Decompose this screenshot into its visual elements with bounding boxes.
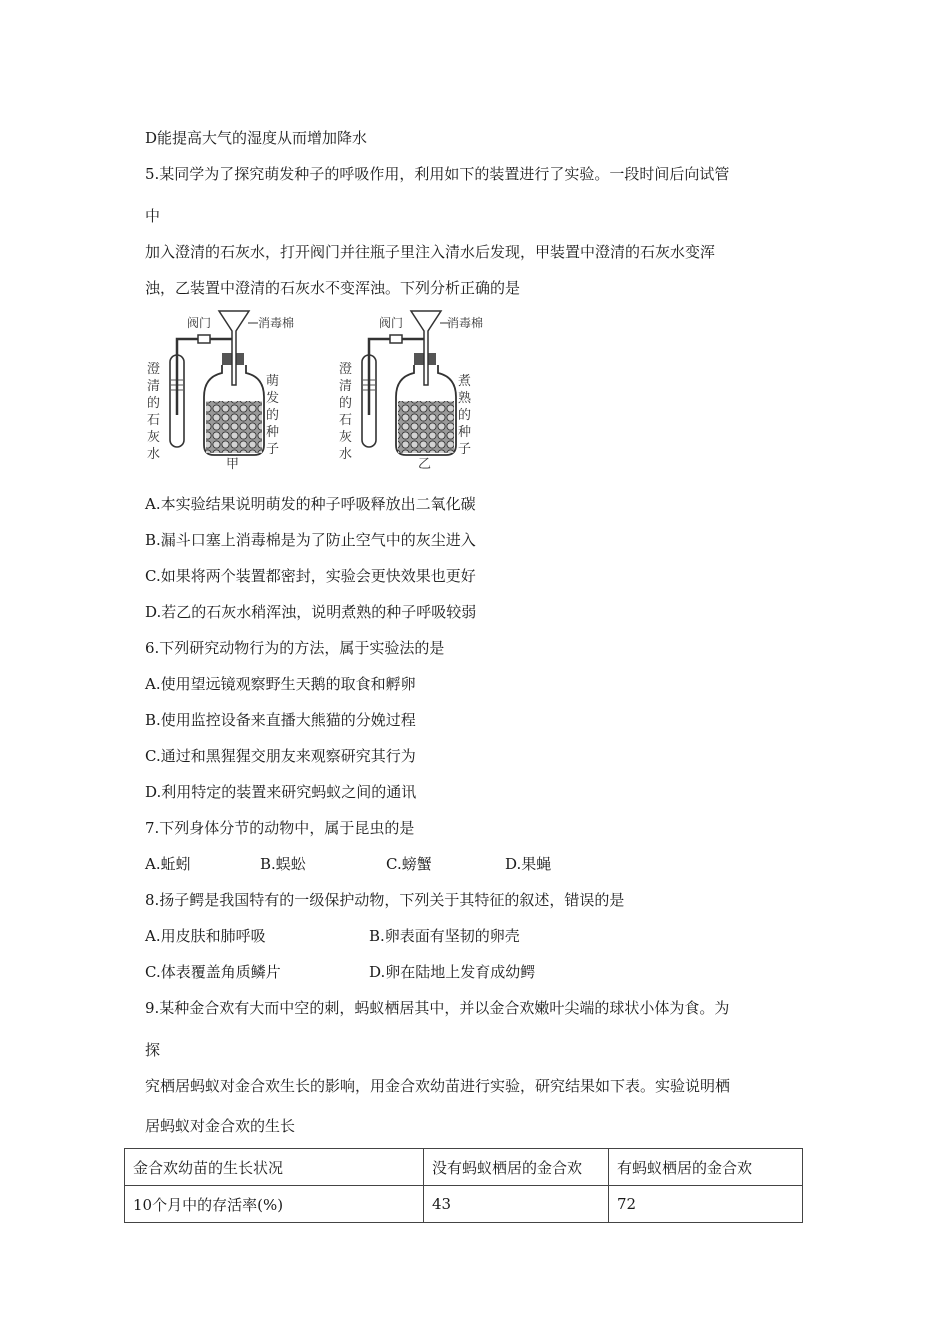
svg-text:石: 石 [147,413,161,428]
table-header-row [125,1149,803,1186]
question-5-stem: 5.某同学为了探究萌发种子的呼吸作用，利用如下的装置进行了实验。一段时间后向试管 [145,165,730,183]
svg-text:清: 清 [147,379,161,394]
svg-text:子: 子 [458,442,472,457]
svg-text:的: 的 [266,408,280,423]
valve-label-right: 阀门 [379,316,404,330]
svg-text:澄: 澄 [147,362,161,377]
apparatus-figure [140,305,490,470]
table-header-cell: 金合欢幼苗的生长状况 [125,1149,424,1186]
question-8-stem: 8.扬子鳄是我国特有的一级保护动物，下列关于其特征的叙述，错误的是 [145,891,625,909]
q7-option-b: B.蜈蚣 [260,855,306,873]
q6-option-b: B.使用监控设备来直播大熊猫的分娩过程 [145,711,416,729]
svg-text:水: 水 [147,447,161,462]
results-table [124,1148,803,1223]
q8-option-d: D.卵在陆地上发育成幼鳄 [369,963,536,981]
table-header-cell: 没有蚂蚁栖居的金合欢 [424,1149,609,1186]
q7-option-a: A.蚯蚓 [145,855,191,873]
svg-text:水: 水 [339,447,353,462]
svg-text:的: 的 [147,396,161,411]
seeds-label-right [458,373,472,457]
svg-text:熟: 熟 [458,391,472,406]
question-7-stem: 7.下列身体分节的动物中，属于昆虫的是 [145,819,415,837]
svg-text:种: 种 [266,425,280,440]
svg-text:煮: 煮 [458,374,472,389]
apparatus-jia [170,311,264,455]
q5-option-a: A.本实验结果说明萌发的种子呼吸释放出二氧化碳 [145,495,476,513]
svg-text:子: 子 [266,442,280,457]
question-9-stem-3: 究栖居蚂蚁对金合欢生长的影响，用金合欢幼苗进行实验，研究结果如下表。实验说明栖 [145,1077,731,1095]
table-header-cell: 有蚂蚁栖居的金合欢 [609,1149,803,1186]
question-9-stem-2: 探 [145,1041,161,1059]
question-5-stem-2: 中 [145,207,161,225]
table-row [125,1186,803,1223]
q5-option-b: B.漏斗口塞上消毒棉是为了防止空气中的灰尘进入 [145,531,476,549]
q5-option-c: C.如果将两个装置都密封，实验会更快效果也更好 [145,567,476,585]
question-9-stem: 9.某种金合欢有大而中空的刺，蚂蚁栖居其中，并以金合欢嫩叶尖端的球状小体为食。为 [145,999,730,1017]
svg-text:的: 的 [339,396,353,411]
limewater-label-left [147,362,160,462]
label-jia: 甲 [226,457,240,470]
svg-text:的: 的 [458,408,472,423]
q6-option-c: C.通过和黑猩猩交朋友来观察研究其行为 [145,747,416,765]
cotton-label-left: 消毒棉 [258,316,295,330]
svg-text:灰: 灰 [147,430,161,445]
question-6-stem: 6.下列研究动物行为的方法，属于实验法的是 [145,639,445,657]
seeds-left [206,401,262,453]
svg-text:澄: 澄 [339,362,353,377]
label-yi: 乙 [418,457,432,470]
seeds-right [398,401,454,453]
q8-option-c: C.体表覆盖角质鳞片 [145,963,281,981]
question-5-stem-4: 浊，乙装置中澄清的石灰水不变浑浊。下列分析正确的是 [145,279,521,297]
question-5-stem-3: 加入澄清的石灰水，打开阀门并往瓶子里注入清水后发现，甲装置中澄清的石灰水变浑 [145,243,716,261]
q6-option-d: D.利用特定的装置来研究蚂蚁之间的通讯 [145,783,417,801]
svg-text:种: 种 [458,425,472,440]
valve-left [198,335,210,343]
q8-option-a: A.用皮肤和肺呼吸 [145,927,266,945]
q6-option-a: A.使用望远镜观察野生天鹅的取食和孵卵 [145,675,416,693]
table-cell: 72 [609,1186,803,1223]
q5-option-d: D.若乙的石灰水稍浑浊，说明煮熟的种子呼吸较弱 [145,603,477,621]
cotton-label-right: 消毒棉 [447,316,484,330]
option-d-previous: D能提高大气的湿度从而增加降水 [145,129,368,147]
svg-text:清: 清 [339,379,353,394]
table-cell: 10个月中的存活率(%) [125,1186,424,1223]
funnel-left [219,311,249,385]
apparatus-yi [362,311,456,455]
svg-text:发: 发 [266,391,280,406]
funnel-right [411,311,441,385]
seeds-label-left [266,374,279,457]
svg-text:石: 石 [339,413,353,428]
valve-right [390,335,402,343]
table-cell: 43 [424,1186,609,1223]
valve-label-left: 阀门 [187,316,212,330]
q7-option-d: D.果蝇 [505,855,552,873]
question-9-stem-4: 居蚂蚁对金合欢的生长 [145,1117,296,1135]
limewater-label-right [339,362,352,462]
q8-option-b: B.卵表面有坚韧的卵壳 [369,927,520,945]
q7-option-c: C.螃蟹 [386,855,432,873]
svg-text:灰: 灰 [339,430,353,445]
svg-text:萌: 萌 [266,374,280,389]
